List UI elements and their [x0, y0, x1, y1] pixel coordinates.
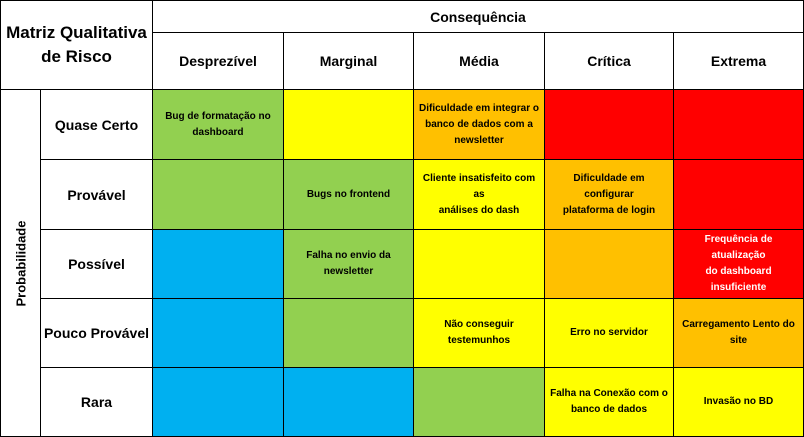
matrix-title-line-2: de Risco: [41, 47, 112, 66]
risk-cell: [545, 90, 674, 160]
row-header-pouco-provavel: Pouco Provável: [41, 299, 153, 368]
risk-cell-line: testemunhos: [447, 335, 511, 346]
risk-cell-line: newsletter: [454, 134, 504, 146]
risk-cell: [674, 90, 804, 160]
risk-cell: [545, 160, 674, 230]
risk-cell: [545, 299, 674, 368]
risk-cell: [414, 368, 545, 437]
risk-cell-text: [550, 386, 668, 418]
risk-cell: [284, 160, 414, 230]
risk-cell: [674, 299, 804, 368]
risk-cell-line: Invasão no BD: [703, 396, 774, 407]
row-header-rara: Rara: [41, 368, 153, 437]
risk-cell-text: [678, 232, 799, 296]
risk-cell-text: [418, 171, 540, 219]
risk-cell-text: [682, 317, 795, 349]
risk-cell: [153, 230, 284, 299]
column-header-media: Média: [414, 33, 545, 90]
risk-cell-line: Dificuldade em integrar o: [418, 102, 540, 114]
risk-cell-line: Dificuldade em configurar: [573, 172, 645, 200]
risk-cell-text: [570, 325, 648, 341]
risk-cell: [284, 230, 414, 299]
risk-cell: [545, 230, 674, 299]
risk-cell: [414, 160, 545, 230]
column-header-extrema: Extrema: [674, 33, 804, 90]
matrix-title: [0, 0, 153, 90]
risk-cell-text: [419, 101, 539, 149]
probability-label: Probabilidade: [13, 220, 28, 306]
risk-cell-text: [549, 171, 669, 219]
column-header-desprezivel: Desprezível: [153, 33, 284, 90]
risk-cell-line: Não conseguir: [444, 319, 514, 330]
risk-cell-line: plataforma de login: [562, 204, 656, 216]
risk-cell: [153, 299, 284, 368]
risk-cell: [674, 230, 804, 299]
risk-cell: [284, 90, 414, 160]
row-header-quase-certo: Quase Certo: [41, 90, 153, 160]
risk-cell: [414, 230, 545, 299]
probability-header: [0, 90, 41, 437]
risk-cell-line: Bug de formatação no: [165, 110, 271, 122]
risk-cell-text: [444, 317, 513, 349]
risk-cell-line: Erro no servidor: [570, 327, 648, 338]
risk-cell-line: Falha na Conexão com o: [550, 388, 668, 399]
risk-cell-line: Frequência de atualização: [704, 234, 773, 261]
risk-cell: [153, 90, 284, 160]
risk-cell-line: Bugs no frontend: [306, 188, 391, 200]
risk-cell: [545, 368, 674, 437]
risk-cell: [414, 299, 545, 368]
risk-cell-line: site: [729, 335, 748, 346]
row-header-possivel: Possível: [41, 230, 153, 299]
risk-cell: [414, 90, 545, 160]
risk-cell-line: banco de dados com a: [425, 118, 533, 130]
risk-cell-line: banco de dados: [570, 404, 648, 415]
risk-cell-text: [165, 109, 271, 141]
column-header-marginal: Marginal: [284, 33, 414, 90]
risk-cell-text: [307, 187, 390, 203]
risk-cell-text: [306, 248, 390, 280]
risk-cell-line: newsletter: [323, 266, 374, 277]
risk-cell: [284, 368, 414, 437]
risk-cell-line: do dashboard insuficiente: [705, 266, 772, 293]
risk-cell: [284, 299, 414, 368]
row-header-provavel: Provável: [41, 160, 153, 230]
risk-cell: [153, 368, 284, 437]
risk-cell: [153, 160, 284, 230]
matrix-title-line-1: Matriz Qualitativa: [6, 23, 147, 42]
risk-cell-line: Cliente insatisfeito com as: [422, 172, 536, 200]
column-header-critica: Crítica: [545, 33, 674, 90]
risk-cell-line: Falha no envio da: [306, 250, 391, 261]
risk-cell: [674, 160, 804, 230]
consequence-header: Consequência: [153, 0, 804, 33]
risk-cell-text: [704, 394, 773, 410]
risk-cell: [674, 368, 804, 437]
risk-cell-line: dashboard: [192, 126, 244, 138]
risk-cell-line: análises do dash: [438, 204, 520, 216]
risk-cell-line: Carregamento Lento do: [682, 319, 795, 330]
